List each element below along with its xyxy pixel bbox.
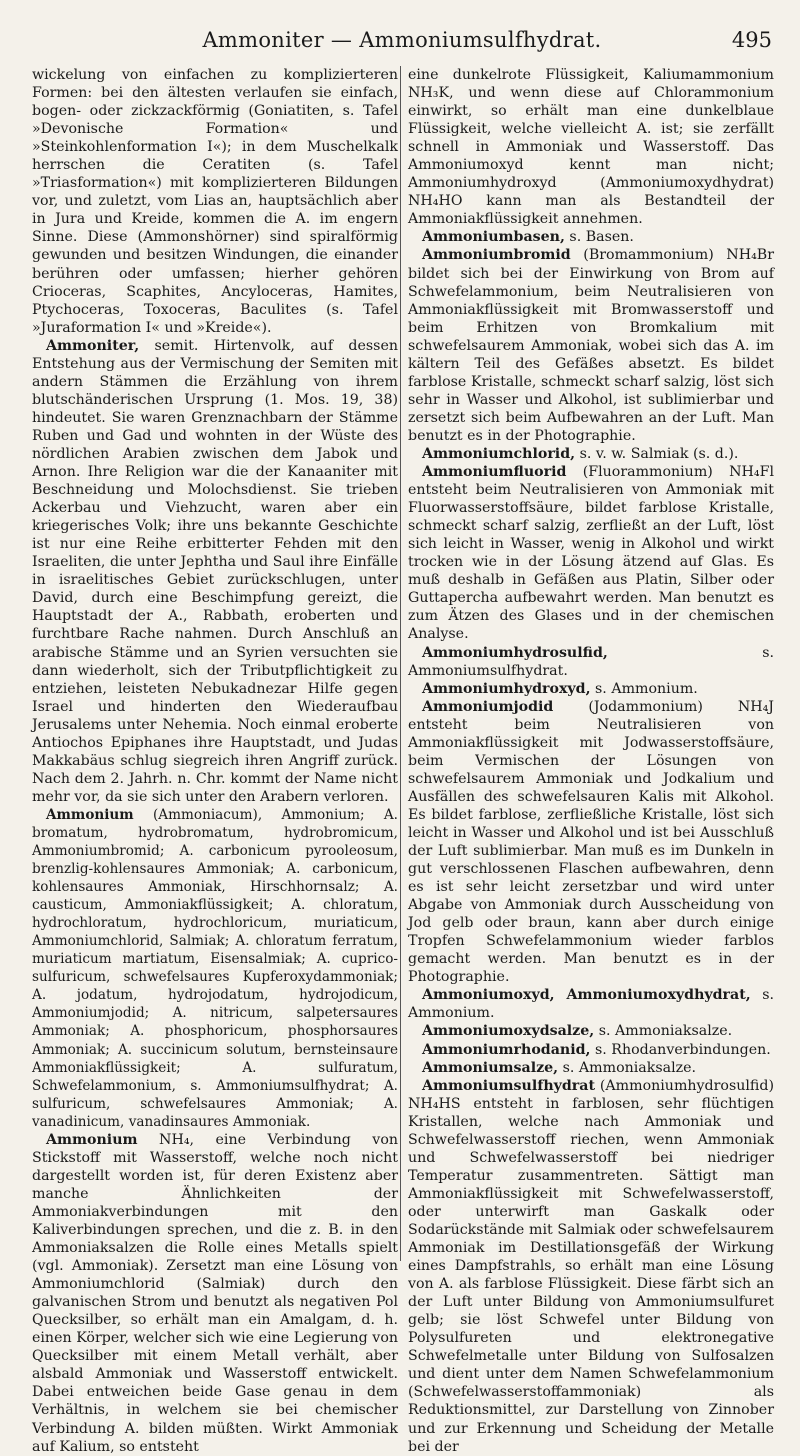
entry-ammoniumhydroxyd — [408, 680, 774, 698]
entry-text: s. Ammoniaksalze. — [558, 1059, 697, 1076]
entry-headword: Ammoniumchlorid, — [422, 445, 576, 462]
entry-headword: Ammoniumrhodanid, — [422, 1041, 591, 1058]
entry-ammoniumbasen — [408, 228, 774, 246]
entry-ammoniter — [32, 337, 398, 806]
entry-continuation — [32, 66, 398, 337]
entry-ammoniumfluorid — [408, 463, 774, 643]
entry-ammoniumrhodanid — [408, 1041, 774, 1059]
entry-text: s. Ammoniaksalze. — [594, 1023, 733, 1040]
entry-text: s. Ammoniumsulfhydrat. — [408, 644, 774, 679]
entry-ammonium-synonyms — [32, 806, 398, 1131]
entry-text: s. Ammonium. — [408, 987, 774, 1022]
entry-headword: Ammoniumhydrosulfid, — [422, 644, 608, 661]
entry-text: wickelung von einfachen zu komplizierteren Formen: bei den ältesten verlaufen sie einfach, bogen- oder zickzackförmig (Goniatiten, s. Tafel »Devonische Formation« und »Steinkohlenformation I«); in dem Muschelkalk herrschen die Ceratiten (s. Tafel »Triasformation«) mit komplizierteren Bildungen vor, und zuletzt, vom Lias an, hauptsächlich aber in Jura und Kreide, kommen die A. im engern Sinne. Diese (Ammonshörner) sind spiralförmig gewunden und besitzen Windungen, die einander berühren oder umfassen; hierher gehören Crioceras, Scaphites, Ancyloceras, Hamites, Ptychoceras, Toxoceras, Baculites (s. Tafel »Juraformation I« und »Kreide«). — [32, 67, 398, 336]
entry-headword: Ammoniumbasen, — [422, 229, 565, 246]
page-number: 495 — [731, 28, 772, 52]
entry-ammoniumsulfhydrat — [408, 1077, 774, 1456]
entry-headword: Ammoniter, — [46, 337, 140, 354]
entry-text: s. Ammonium. — [590, 680, 698, 697]
entry-continuation — [408, 66, 774, 228]
entry-text: (Jodammonium) NH₄J entsteht beim Neutralisieren von Ammoniakflüssigkeit mit Jodwasserstoffsäure, beim Vermischen der Lösungen von schwefelsaurem Ammoniak und Jodkalium und Ausfällen des schwefelsauren Kalis mit Alkohol. Es bildet farblose, zerfließliche Kristalle, löst sich leicht in Wasser und Alkohol und ist bei Ausschluß der Luft sublimierbar. Man muß es im Dunkeln in gut verschlossenen Flaschen aufbewahren, denn es ist sehr leicht zersetzbar und wird unter Abgabe von Ammoniak durch Ausscheidung von Jod gelb oder braun, kann aber durch einige Tropfen Schwefelammonium wieder farblos gemacht werden. Man benutzt es in der Photographie. — [408, 698, 774, 986]
entry-ammonium — [32, 1131, 398, 1456]
left-column — [32, 66, 398, 1455]
column-divider — [400, 66, 401, 1261]
entry-text: s. Rhodanverbindungen. — [590, 1041, 771, 1058]
entry-headword: Ammoniumsulfhydrat — [422, 1077, 596, 1094]
entry-text: semit. Hirtenvolk, auf dessen Entstehung aus der Vermischung der Semiten mit andern Stämmen die Erzählung von ihrem blutschänderischen Ursprung (1. Mos. 19, 38) hindeutet. Sie waren Grenznachbarn der Stämme Ruben und Gad und wohnten in der Wüste des nördlichen Arabien zwischen dem Jabok und Arnon. Ihre Religion war die der Kanaaniter mit Beschneidung und Molochsdienst. Sie trieben Ackerbau und Viehzucht, waren aber ein kriegerisches Volk; ihre uns bekannte Geschichte ist nur eine Reihe erbitterter Fehden mit den Israeliten, die unter Jephtha und Saul ihre Einfälle in israelitisches Gebiet zurückschlugen, unter David, durch eine Beschimpfung gereizt, die Hauptstadt der A., Rabbath, eroberten und furchtbare Rache nahmen. Durch Anschluß an arabische Stämme und an Syrien versuchten sie dann wiederholt, sich der Tributpflichtigkeit zu entziehen, leisteten Nebukadnezar Hilfe gegen Israel und hinderten den Wiederaufbau Jerusalems unter Nehemia. Noch einmal eroberte Antiochos Epiphanes ihre Hauptstadt, und Judas Makkabäus schlug siegreich ihren Angriff zurück. Nach dem 2. Jahrh. n. Chr. kommt der Name nicht mehr vor, da sie sich unter den Arabern verloren. — [32, 337, 398, 805]
entry-text: NH₄, eine Verbindung von Stickstoff mit Wasserstoff, welche noch nicht dargestellt worden ist, für deren Existenz aber manche Ähnlichkeiten der Ammoniakverbindungen mit den Kaliverbindungen sprechen, und die z. B. in den Ammoniaksalzen die Rolle eines Metalls spielt (vgl. Ammoniak). Zersetzt man eine Lösung von Ammoniumchlorid (Salmiak) durch den galvanischen Strom und benutzt als negativen Pol Quecksilber, so erhält man ein Amalgam, d. h. einen Körper, welcher sich wie eine Legierung von Quecksilber mit einem Metall verhält, aber alsbald Ammoniak und Wasserstoff entwickelt. Dabei entweichen beide Gase genau in dem Verhältnis, in welchem sie bei chemischer Verbindung A. bilden müßten. Wirkt Ammoniak auf Kalium, so entsteht — [32, 1131, 398, 1455]
entry-headword: Ammoniumoxydsalze, — [422, 1023, 595, 1040]
entry-ammoniumchlorid — [408, 445, 774, 463]
entry-text: eine dunkelrote Flüssigkeit, Kaliumammonium NH₃K, und wenn diese auf Chlorammonium einwirkt, so erhält man eine dunkelblaue Flüssigkeit, welche vielleicht A. ist; sie zerfällt schnell in Ammoniak und Wasserstoff. Das Ammoniumoxyd kennt man nicht; Ammoniumhydroxyd (Ammoniumoxydhydrat) NH₄HO kann man als Bestandteil der Ammoniakflüssigkeit annehmen. — [408, 67, 774, 228]
entry-text: (Ammoniumhydrosulfid) NH₄HS entsteht in farblosen, sehr flüchtigen Kristallen, welche nach Ammoniak und Schwefelwasserstoff riechen, wenn Ammoniak und Schwefelwasserstoff bei niedriger Temperatur zusammentreten. Sättigt man Ammoniakflüssigkeit mit Schwefelwasserstoff, oder unterwirft man Gaskalk oder Sodarückstände mit Salmiak oder schwefelsaurem Ammoniak im Destillationsgefäß der Wirkung eines Dampfstrahls, so erhält man eine Lösung von A. als farblose Flüssigkeit. Diese färbt sich an der Luft unter Bildung von Ammoniumsulfuret gelb; sie löst Schwefel unter Bildung von Polysulfureten und elektronegative Schwefelmetalle unter Bildung von Sulfosalzen und dient unter dem Namen Schwefelammonium (Schwefelwasserstoffammoniak) als Reduktionsmittel, zur Darstellung von Zinnober und zur Erkennung und Scheidung der Metalle bei der — [408, 1077, 774, 1455]
entry-headword: Ammoniumhydroxyd, — [422, 680, 591, 697]
entry-ammoniumoxyd — [408, 986, 774, 1022]
entry-text: s. v. w. Salmiak (s. d.). — [575, 445, 739, 462]
entry-headword: Ammonium — [46, 1131, 138, 1148]
entry-ammoniumoxydsalze — [408, 1022, 774, 1040]
entry-headword: Ammoniumjodid — [422, 698, 554, 715]
entry-headword: Ammoniumbromid — [422, 247, 571, 264]
entry-ammoniumhydrosulfid — [408, 644, 774, 680]
right-column — [408, 66, 774, 1455]
entry-ammoniumsalze — [408, 1059, 774, 1077]
entry-text: (Bromammonium) NH₄Br bildet sich bei der Einwirkung von Brom auf Schwefelammonium, beim Neutralisieren von Ammoniakflüssigkeit mit Bromwasserstoff und beim Erhitzen von Bromkalium mit schwefelsaurem Ammoniak, wobei sich das A. im kältern Teil des Gefäßes absetzt. Es bildet farblose Kristalle, schmeckt scharf salzig, löst sich sehr in Wasser und Alkohol, ist sublimierbar und zersetzt sich beim Aufbewahren an der Luft. Man benutzt es in der Photographie. — [408, 247, 774, 444]
entry-text: (Fluorammonium) NH₄Fl entsteht beim Neutralisieren von Ammoniak mit Fluorwasserstoffsäure, bildet farblose Kristalle, schmeckt scharf salzig, zerfließt an der Luft, löst sich leicht in Wasser, wenig in Alkohol und wirkt trocken wie in der Lösung ätzend auf Glas. Es muß deshalb in Gefäßen aus Platin, Silber oder Guttapercha aufbewahrt werden. Man benutzt es zum Ätzen des Glases und in der chemischen Analyse. — [408, 464, 774, 643]
running-head: Ammoniter — Ammoniumsulfhydrat. — [202, 28, 602, 52]
entry-headword: Ammoniumoxyd, Ammoniumoxydhydrat, — [422, 987, 751, 1004]
page-header — [32, 28, 772, 58]
entry-text: s. Basen. — [564, 229, 634, 246]
entry-headword: Ammoniumfluorid — [422, 464, 567, 481]
entry-headword: Ammonium — [46, 806, 134, 823]
entry-ammoniumbromid — [408, 246, 774, 445]
entry-headword: Ammoniumsalze, — [422, 1059, 559, 1076]
entry-text: (Ammoniacum), Ammonium; A. bromatum, hydrobromatum, hydrobromicum, Ammoniumbromid; A. carbonicum pyrooleosum, brenzlig-kohlensaures Ammoniak; A. carbonicum, kohlensaures Ammoniak, Hirschhornsalz; A. causticum, Ammoniakflüssigkeit; A. chloratum, hydrochloratum, hydrochloricum, muriaticum, Ammoniumchlorid, Salmiak; A. chloratum ferratum, muriaticum martiatum, Eisensalmiak; A. cuprico-sulfuricum, schwefelsaures Kupferoxydammoniak; A. jodatum, hydrojodatum, hydrojodicum, Ammoniumjodid; A. nitricum, salpetersaures Ammoniak; A. phosphoricum, phosphorsaures Ammoniak; A. succinicum solutum, bernsteinsaure Ammoniakflüssigkeit; A. sulfuratum, Schwefelammonium, s. Ammoniumsulfhydrat; A. sulfuricum, schwefelsaures Ammoniak; A. vanadinicum, vanadinsaures Ammoniak. — [32, 806, 398, 1130]
entry-ammoniumjodid — [408, 698, 774, 987]
